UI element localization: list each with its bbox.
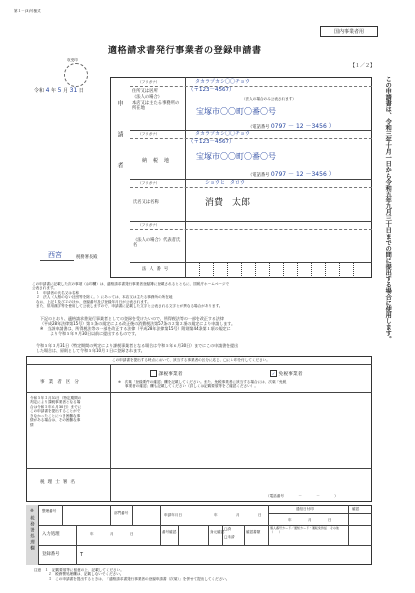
deadline-text: [36, 343, 238, 353]
shinsei-label: 申請年月日: [164, 513, 182, 517]
difficulty-note: [30, 396, 81, 427]
notice-line: ２ 法人（人格のない社団等を除く。）にあっては、本店又は主たる事務所の所在地: [36, 295, 173, 300]
name-kana[interactable]: ショウヒ タロウ: [205, 180, 245, 186]
exempt-label: 免税事業者: [278, 372, 303, 377]
footnotes: [34, 568, 229, 581]
kakunin-shorui-label: 確認書類: [246, 530, 261, 534]
nyuryoku-label: 入力処理: [42, 532, 60, 537]
office-use-side: [26, 505, 39, 565]
date-day: 31: [69, 87, 78, 94]
footnote-line: ２ 税務署処理欄は、記載しないでください。: [48, 572, 124, 577]
address-public-note: （法人の場合のみ公表されます）: [242, 97, 296, 101]
footnote-line: ３ この申請書を提出するときは、「適格請求書発行事業者の登録申請書（次葉）」を併せて提出してください。: [48, 576, 230, 581]
bango-label: 番号確認: [162, 530, 177, 534]
date-year: 4: [45, 87, 50, 94]
address-label-sub1: （法人の場合）: [132, 94, 163, 100]
difficulty-line: 合は令和５年６月30日）までに: [30, 404, 82, 409]
difficulty-line: 判定により課税事業者となる場: [30, 400, 81, 405]
office-type-box: [320, 26, 378, 37]
tax-accountant-input[interactable]: [112, 470, 370, 492]
difficulty-line: きなかったことにつき困難な事: [30, 413, 81, 418]
nyuryoku-year: 年: [90, 532, 94, 536]
date-era: 令和: [34, 88, 45, 94]
form-title: 適格請求書発行事業者の登録申請書: [108, 46, 262, 56]
tax-office-name[interactable]: 西宮: [48, 251, 62, 259]
tax-phone-value: 0797 － 12 －3456 ）: [270, 171, 335, 178]
notice-line: 公表されます。: [32, 286, 57, 291]
declaration-line: ※ 当該申請書は、所得税法等の一部を改正する法律（平成28年法律第15号）附則第44条第１項の規定に: [40, 326, 231, 331]
mikaku-done[interactable]: □済: [224, 527, 231, 531]
exempt-note-line: 事業者の確認」欄も記載してください（詳しくは記載要領等をご確認ください）。: [125, 384, 258, 389]
application-date: [34, 87, 84, 95]
notice-line: １ 申請者の氏名又は名称: [36, 290, 80, 295]
tax-accountant-label: 税理士署名: [40, 480, 78, 485]
address-label-main: 住所又は居所: [132, 89, 158, 94]
tsushin-year: 年: [288, 518, 292, 522]
shinsei-day: 日: [258, 513, 262, 517]
usage-period-banner: この申請書は、令和三年十月一日から令和五年九月三十日までの間に提出する場合に使用します。: [384, 76, 392, 343]
page-number: 【１／２】: [350, 63, 376, 69]
name-label: 氏名又は名称: [133, 200, 159, 205]
difficulty-line: 情がある場合は、その困難な事: [30, 418, 81, 423]
tax-place-value[interactable]: 宝塚市〇〇町〇番〇号: [196, 152, 276, 161]
kakunin-shorui-opts: 個人番号カード／通知カード・運転免許証 その他（ ）: [270, 526, 340, 534]
tax-phone-label: （電話番号: [248, 173, 270, 178]
exempt-checkbox[interactable]: ✓: [271, 371, 276, 376]
notice-line: また、常用漢字等を使用して公表しますので、申請書に記載した文字と公表される文字とが異なる場合があります。: [36, 304, 223, 309]
difficulty-line: 情: [30, 422, 34, 427]
nyuryoku-month: 月: [110, 532, 114, 536]
taxable-label: 課税事業者: [158, 372, 183, 377]
footnote-line: 注意 １ 記載要領等に留意の上、記載してください。: [34, 568, 124, 572]
notice-line: なお、上記１及び２のほか、登録番号及び登録年月日が公表されます。: [36, 299, 151, 304]
shinsei-year: 年: [214, 513, 218, 517]
notice-line: この申請書に記載した次の事項（◎印欄）は、適格請求書発行事業者登録簿に登載されるとともに、国税庁ホームページで: [32, 282, 230, 286]
address-value[interactable]: 宝塚市〇〇町〇番〇号: [196, 107, 276, 116]
declaration-line: （平成28年法律第15号）第５条の規定による改正後の消費税法第57条の２第２項の規定により申請します。: [40, 321, 235, 326]
date-day-unit: 日: [78, 88, 84, 94]
declaration-line: 下記のとおり、適格請求書発行事業者としての登録を受けたいので、所得税法等の一部を改正する法律: [40, 316, 224, 321]
tax-office-suffix: 税務署長殿: [76, 255, 98, 260]
difficulty-line: この申請書を提出することがで: [30, 409, 81, 414]
corp-no-label: 法人番号: [142, 267, 172, 272]
rep-label: （法人の場合）代表者氏名: [133, 238, 181, 249]
address-kana[interactable]: タカラヅカシ〇〇チョウ: [195, 79, 250, 85]
tsushin-day: 日: [328, 518, 332, 522]
form-code: 第１－(3)号様式: [14, 9, 41, 13]
date-month-unit: 月: [63, 88, 69, 94]
mikaku-label: 身元確認: [210, 530, 225, 534]
difficulty-input[interactable]: [112, 394, 370, 466]
tax-place-kana[interactable]: タカラヅカシ〇〇チョウ: [195, 131, 250, 137]
check-instruction: この申請書を提出する時点において、該当する事業者の区分に応じ、□にレ印を付してください。: [112, 358, 270, 362]
address-zip[interactable]: （〒123－4567）: [188, 87, 235, 93]
name-value[interactable]: 消費 太郎: [205, 198, 251, 208]
publication-notice: [32, 282, 229, 309]
shinsei-month: 月: [236, 513, 240, 517]
taxable-checkbox[interactable]: [150, 370, 157, 377]
business-category-label: 事業者区分: [40, 380, 83, 385]
address-phone-label: （電話番号: [248, 125, 270, 130]
nyuryoku-day: 日: [130, 532, 134, 536]
declaration-text: [40, 316, 235, 336]
toroku-prefix: T: [80, 552, 84, 558]
office-type-label: 国内事業者用: [333, 29, 364, 35]
deadline-line: した場合は、原則として令和５年10月１日に登録されます。: [36, 348, 145, 353]
exempt-option[interactable]: [270, 370, 303, 378]
tax-place-zip[interactable]: （〒123－4567）: [188, 139, 235, 145]
receipt-stamp: [64, 58, 88, 87]
date-month: 5: [57, 87, 62, 94]
kakunin-label: 確認: [352, 507, 360, 511]
office-use-table: [26, 505, 372, 565]
exempt-note: [118, 380, 286, 389]
tsushin-month: 月: [308, 518, 312, 522]
address-label: [132, 89, 180, 112]
tax-accountant-phone: （電話番号 － － ）: [266, 494, 338, 498]
address-label-sub2: 本店又は主たる事務所の所在地: [132, 100, 180, 112]
date-year-unit: 年: [51, 88, 57, 94]
taxable-option[interactable]: [150, 370, 183, 378]
corp-no-cells[interactable]: [185, 262, 372, 278]
receipt-stamp-label: 収受印: [67, 58, 78, 62]
seiri-label: 整理番号: [42, 509, 57, 513]
address-phone-value: 0797 － 12 －3456 ）: [270, 123, 335, 130]
office-use-side-label: ※税務署処理欄: [29, 509, 35, 552]
declaration-line: より令和５年９月30日以前に提出するものです。: [50, 331, 139, 336]
difficulty-line: 令和５年３月31日（特定期間の: [30, 396, 82, 400]
bumon-label: 部門番号: [114, 511, 129, 515]
deadline-line: 令和５年３月31日（特定期間の判定により課税事業者となる場合は令和５年６月30日）までにこの申請書を提出: [36, 343, 239, 348]
tax-furigana-label: （フリガナ）: [138, 132, 160, 136]
toroku-label: 登録番号: [42, 552, 60, 557]
applicant-side-label: 申請者: [116, 100, 123, 193]
tax-place-phone[interactable]: [248, 171, 335, 179]
tsushin-label: 通信日付印: [296, 507, 314, 511]
addr-furigana-label: （フリガナ）: [138, 80, 160, 84]
tax-place-label: 納税地: [142, 158, 176, 164]
name-furigana-label: （フリガナ）: [138, 181, 160, 185]
mikaku-not[interactable]: □未済: [224, 535, 235, 539]
rep-furigana-label: （フリガナ）: [138, 223, 160, 227]
exempt-note-line: ※ 次葉「登録要件の確認」欄を記載してください。また、免税事業者に該当する場合には、次葉「免税: [118, 380, 287, 384]
